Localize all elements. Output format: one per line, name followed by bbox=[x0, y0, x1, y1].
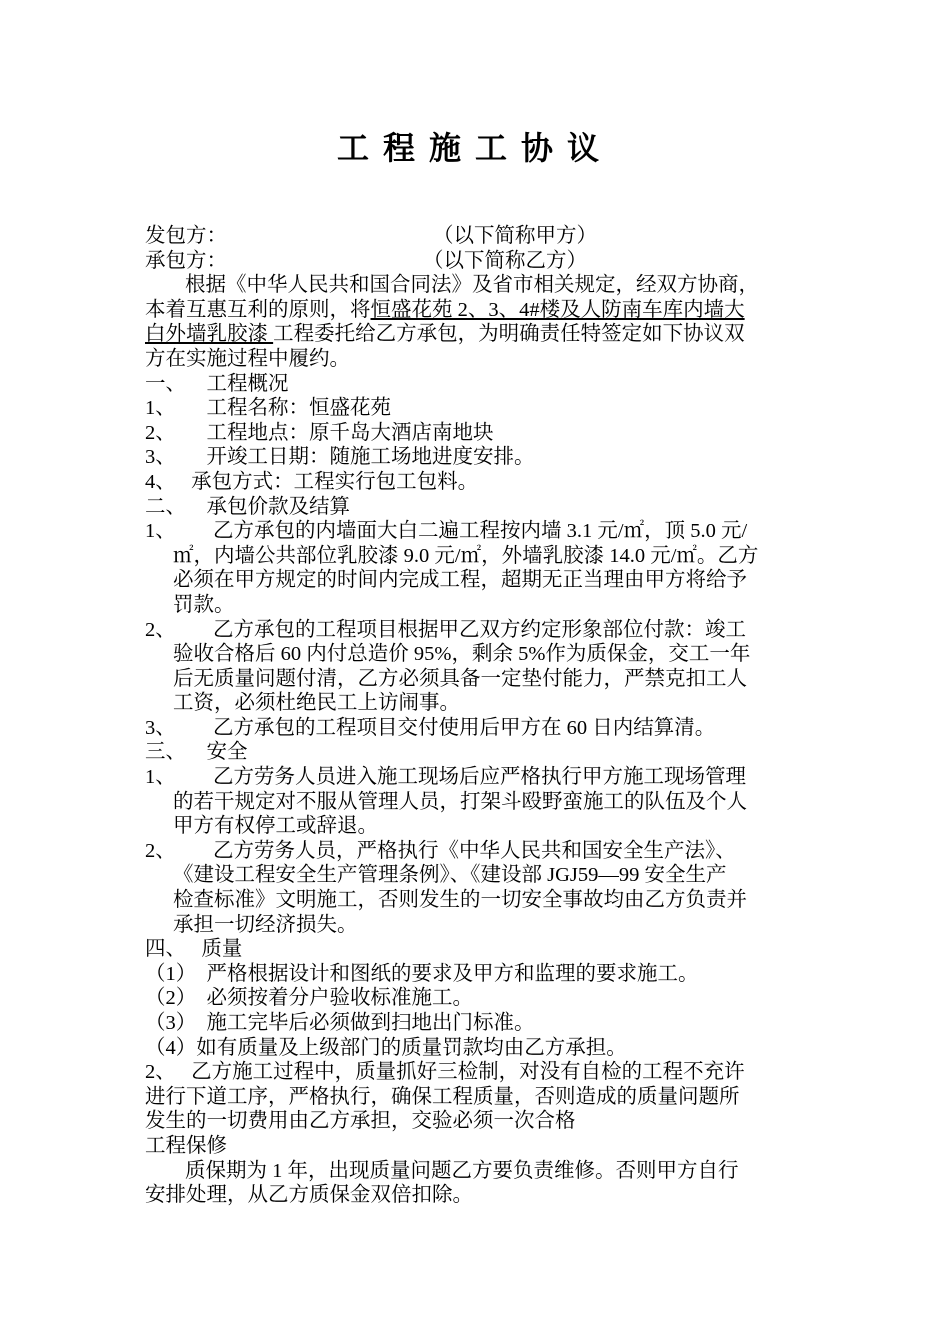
s2-item-1-line-3: 必须在甲方规定的时间内完成工程，超期无正当理由甲方将给予 bbox=[173, 569, 747, 592]
section-3-heading: 三、 安全 bbox=[145, 741, 248, 764]
s2-item-2-line-2: 验收合格后 60 内付总造价 95%，剩余 5%作为质保金，交工一年 bbox=[173, 643, 751, 666]
s3-item-2-text: 乙方劳务人员，严格执行《中华人民共和国安全生产法》、 bbox=[213, 839, 736, 862]
s2-item-1-line-4: 罚款。 bbox=[173, 593, 235, 616]
intro-line-1: 根据《中华人民共和国合同法》及省市相关规定，经双方协商， bbox=[185, 274, 759, 297]
section-2-heading: 二、 承包价款及结算 bbox=[145, 495, 350, 518]
s4-item-4: （4）如有质量及上级部门的质量罚款均由乙方承担。 bbox=[145, 1036, 627, 1059]
s2-item-2-number: 2、 bbox=[145, 618, 176, 641]
s3-item-1-line-3: 甲方有权停工或辞退。 bbox=[173, 815, 378, 838]
project-name-underlined: 恒盛花苑 2、3、4#楼及人防南车库内墙大 bbox=[370, 298, 745, 321]
s1-item-1: 1、 工程名称：恒盛花苑 bbox=[145, 397, 391, 420]
section-5-heading: 工程保修 bbox=[145, 1134, 227, 1157]
s1-item-2: 2、 工程地点：原千岛大酒店南地块 bbox=[145, 421, 494, 444]
intro-text-3: 工程委托给乙方承包，为明确责任特签定如下协议双 bbox=[273, 323, 745, 346]
intro-text-2: 本着互惠互利的原则，将 bbox=[145, 298, 371, 321]
s4-item-1: （1） 严格根据设计和图纸的要求及甲方和监理的要求施工。 bbox=[145, 962, 699, 985]
intro-line-3 bbox=[145, 322, 810, 347]
s2-item-2-line-4: 工资，必须杜绝民工上访闹事。 bbox=[173, 692, 460, 715]
s3-item-2-number: 2、 bbox=[145, 839, 176, 862]
s2-item-2-line-1 bbox=[145, 618, 810, 643]
s3-item-2-line-3: 检查标准》文明施工，否则发生的一切安全事故均由乙方负责并 bbox=[173, 889, 747, 912]
document-title: 工程施工协议 bbox=[336, 129, 613, 167]
party-a-line bbox=[145, 224, 810, 249]
s2-item-1-number: 1、 bbox=[145, 520, 176, 543]
section-4-heading: 四、 质量 bbox=[145, 938, 243, 961]
s3-item-2-line-4: 承担一切经济损失。 bbox=[173, 913, 358, 936]
s1-item-4: 4、 承包方式：工程实行包工包料。 bbox=[145, 470, 479, 493]
s3-item-1-number: 1、 bbox=[145, 766, 176, 789]
intro-line-4: 方在实施过程中履约。 bbox=[145, 347, 350, 370]
project-name-underlined-cont: 白外墙乳胶漆 bbox=[145, 323, 274, 346]
party-b-line bbox=[145, 249, 810, 274]
document-body bbox=[145, 224, 810, 1208]
intro-line-2 bbox=[145, 298, 810, 323]
s1-item-3: 3、 开竣工日期：随施工场地进度安排。 bbox=[145, 446, 535, 469]
s2-item-1-text: 乙方承包的内墙面大白二遍工程按内墙 3.1 元/㎡，顶 5.0 元/ bbox=[213, 520, 748, 543]
s4-para-line-2: 进行下道工序，严格执行，确保工程质量，否则造成的质量问题所 bbox=[145, 1085, 740, 1108]
s4-item-3: （3） 施工完毕后必须做到扫地出门标准。 bbox=[145, 1012, 535, 1034]
s3-item-1-line-1 bbox=[145, 765, 810, 790]
s4-item-2: （2） 必须按着分户验收标准施工。 bbox=[145, 987, 473, 1010]
s4-para-line-3: 发生的一切费用由乙方承担，交验必须一次合格 bbox=[145, 1110, 576, 1133]
section-1-heading: 一、 工程概况 bbox=[145, 372, 289, 395]
party-a-label: 发包方： bbox=[145, 225, 227, 247]
s2-item-3-number: 3、 bbox=[145, 716, 176, 739]
s3-item-2-line-2: 《建设工程安全生产管理条例》、《建设部 JGJ59—99 安全生产 bbox=[173, 864, 727, 887]
s2-item-3-text: 乙方承包的工程项目交付使用后甲方在 60 日内结算清。 bbox=[213, 716, 716, 739]
s3-item-1-text: 乙方劳务人员进入施工现场后应严格执行甲方施工现场管理 bbox=[213, 766, 746, 789]
s2-item-3-line-1 bbox=[145, 716, 810, 741]
s2-item-1-line-1 bbox=[145, 519, 810, 544]
party-b-label: 承包方： bbox=[145, 249, 227, 272]
s2-item-1-line-2: ㎡，内墙公共部位乳胶漆 9.0 元/㎡，外墙乳胶漆 14.0 元/㎡。乙方 bbox=[173, 544, 759, 567]
s5-line-1: 质保期为 1 年，出现质量问题乙方要负责维修。否则甲方自行 bbox=[185, 1159, 739, 1182]
party-b-note: （以下简称乙方） bbox=[423, 249, 587, 272]
s2-item-2-text: 乙方承包的工程项目根据甲乙双方约定形象部位付款：竣工 bbox=[213, 618, 746, 641]
s4-para-line-1: 2、 乙方施工过程中，质量抓好三检制，对没有自检的工程不充许 bbox=[145, 1061, 745, 1084]
s3-item-1-line-2: 的若干规定对不服从管理人员，打架斗殴野蛮施工的队伍及个人 bbox=[173, 790, 747, 813]
s5-line-2: 安排处理，从乙方质保金双倍扣除。 bbox=[145, 1184, 473, 1207]
s2-item-2-line-3: 后无质量问题付清，乙方必须具备一定垫付能力，严禁克扣工人 bbox=[173, 667, 747, 690]
s3-item-2-line-1 bbox=[145, 839, 810, 864]
party-a-note: （以下简称甲方） bbox=[433, 225, 597, 247]
